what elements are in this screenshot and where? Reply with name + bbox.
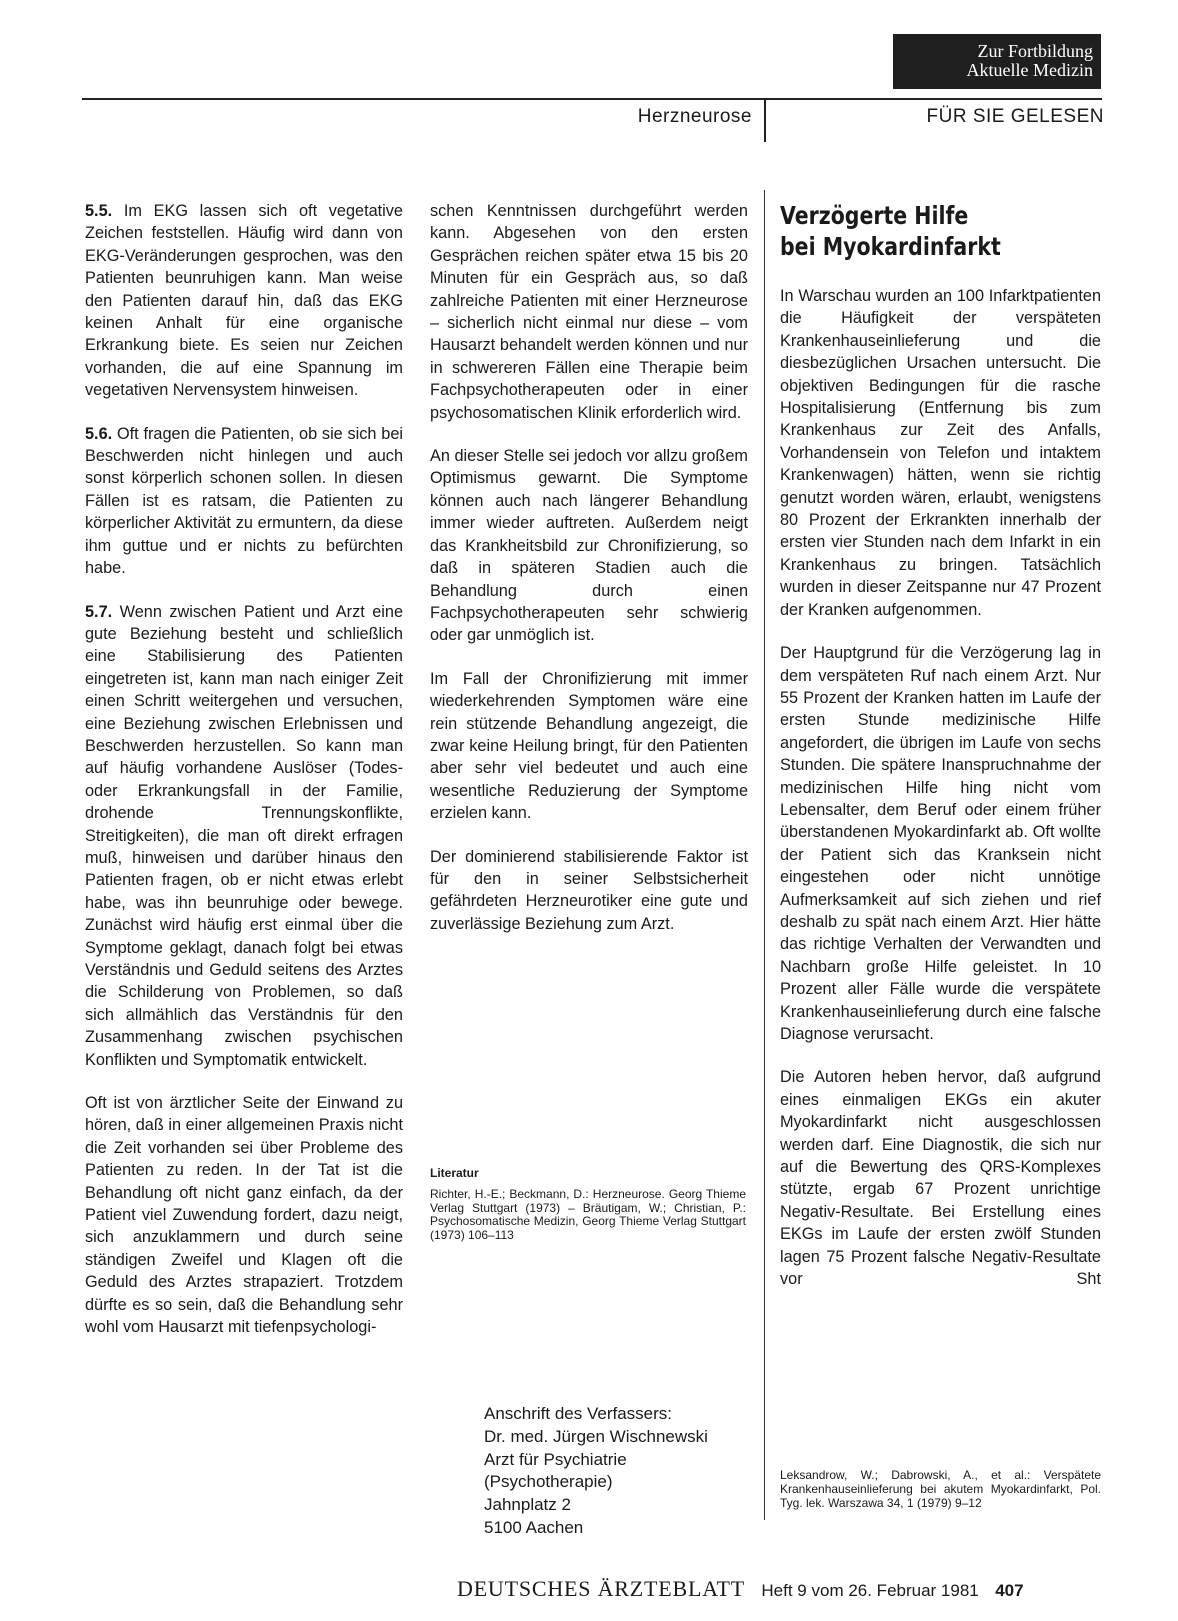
column-1 (85, 200, 403, 1360)
column-divider (764, 190, 765, 1520)
paragraph: schen Kenntnissen durchgeführt werden kann. Abgesehen von den ersten Gesprächen reichen später etwa 15 bis 20 Minuten für ein Gespräch aus, so daß zahlreiche Patienten mit einer Herzneurose – sicherlich nicht einmal nur diese – vom Hausarzt behandelt werden können und nur in schwereren Fällen eine Therapie beim Fachpsychotherapeuten oder in einer psychosomatischen Klinik erforderlich wird. (430, 202, 748, 422)
reference-text: Leksandrow, W.; Dabrowski, A., et al.: Verspätete Krankenhauseinlieferung bei akutem Myokardinfarkt, Pol. Tyg. lek. Warszawa 34, 1 (1979) 9–12 (780, 1468, 1101, 1510)
paragraph-number: 5.6. (85, 424, 113, 443)
category-label-line2: Aktuelle Medizin (966, 60, 1093, 80)
address-line: Jahnplatz 2 (484, 1495, 571, 1515)
paragraph-text: Die Autoren heben hervor, daß aufgrund eines einmaligen EKGs ein akuter Myokardinfarkt nicht ausgeschlossen werden darf. Eine Diagnostik, die sich nur auf die Bewertung des QRS-Komplexes stützte, ergab 67 Prozent unrichtige Negativ-Resultate. Bei Erstellung eines EKGs im Laufe der ersten zwölf Stunden lagen 75 Prozent falsche Negativ-Resultate vor (780, 1068, 1101, 1289)
article-headline (780, 200, 1042, 262)
page-number: 407 (995, 1581, 1024, 1600)
paragraph: In Warschau wurden an 100 Infarktpatienten die Häufigkeit der verspäteten Krankenhauseinlieferung und die diesbezüglichen Ursachen untersucht. Die objektiven Bedingungen für die rasche Hospitalisierung (Entfernung bis zum Krankenhaus zur Zeit des Anfalls, Vorhandensein von Telefon und intaktem Krankenwagen) hätten, wenn sie richtig genutzt worden wären, erlaubt, wenigstens 80 Prozent der Erkrankten innerhalb der ersten vier Stunden nach dem Infarkt in ein Krankenhaus zu bringen. Tatsächlich wurden in dieser Zeitspanne nur 47 Prozent der Kranken aufgenommen. (780, 287, 1101, 619)
page-footer (457, 1576, 1024, 1602)
address-line: Arzt für Psychiatrie (484, 1449, 627, 1469)
author-signature: Sht (1076, 1270, 1101, 1289)
paragraph-text: Oft fragen die Patienten, ob sie sich bei Beschwerden nicht hinlegen und auch sonst körperlich schonen sollen. In diesen Fällen ist es ratsam, die Patienten zu körperlicher Aktivität zu ermuntern, da diese ihm guttue und er nichts zu befürchten habe. (85, 424, 403, 578)
address-line: Anschrift des Verfassers: (484, 1404, 673, 1423)
column-2 (430, 200, 748, 956)
paragraph: Der Hauptgrund für die Verzögerung lag in dem verspäteten Ruf nach einem Arzt. Nur 55 Prozent der Kranken hatten im Laufe der ersten Stunde medizinische Hilfe angefordert, die übrigen im Laufe von sechs Stunden. Die spätere Inanspruchnahme der medizinischen Hilfe hing nicht vom Lebensalter, dem Beruf oder einem früher überstandenen Myokardinfarkt ab. Oft wollte der Patient sich das Kranksein nicht eingestehen oder nicht unnötige Aufmerksamkeit auf sich ziehen und rief deshalb zu spät nach einem Arzt. Hier hätte das richtige Verhalten der Verwandten und Nachbarn große Hilfe geleistet. In 10 Prozent aller Fälle wurde die verspätete Krankenhauseinlieferung durch eine falsche Diagnose verursacht. (780, 644, 1101, 1043)
literature-heading: Literatur (430, 1166, 479, 1180)
author-address (484, 1403, 708, 1540)
headline-line2: bei Myokardinfarkt (780, 232, 1001, 261)
paragraph-number: 5.7. (85, 602, 113, 621)
category-label (893, 34, 1101, 89)
paragraph: Im Fall der Chronifizierung mit immer wiederkehrenden Symptomen wäre eine rein stützende Behandlung angezeigt, die zwar keine Heilung bringt, für den Patienten aber sehr viel bedeutet und auch eine wesentliche Reduzierung der Symptome erzielen kann. (430, 669, 748, 823)
headline-line1: Verzögerte Hilfe (780, 201, 969, 230)
category-label-line1: Zur Fortbildung (977, 41, 1093, 61)
paragraph (85, 200, 403, 402)
paragraph-number: 5.5. (85, 202, 113, 220)
paragraph (780, 1066, 1101, 1290)
section-title-left: Herzneurose (637, 106, 752, 127)
literature-text: Richter, H.-E.; Beckmann, D.: Herzneurose. Georg Thieme Verlag Stuttgart (1973) – Bräutigam, W.; Christian, P.: Psychosomatische Medizin, Georg Thieme Verlag Stuttgart (1973) 106–113 (430, 1187, 746, 1242)
section-title-right: FÜR SIE GELESEN (926, 106, 1104, 127)
paragraph-text: Wenn zwischen Patient und Arzt eine gute Beziehung besteht und schließlich eine Stabilisierung des Patienten eingetreten ist, kann man nach einiger Zeit einen Schritt weitergehen und versuchen, eine Beziehung zwischen Erlebnissen und Beschwerden herzustellen. So kann man auf häufig vorhandene Auslöser (Todes- oder Erkrankungsfall in der Familie, drohende Trennungskonflikte, Streitigkeiten), die man oft direkt erfragen muß, hinweisen und darüber hinaus den Patienten fragen, ob er nicht etwas erlebt habe, was ihn beunruhige oder bewege. Zunächst wird häufig erst einmal über die Symptome geklagt, danach folgt bei etwas Verständnis und Geduld seitens des Arztes die Schilderung von Problemen, so daß sich allmählich das Verständnis für den Zusammenhang zwischen psychischen Konflikten und Symptomatik entwickelt. (85, 602, 403, 1069)
paragraph (85, 601, 403, 1072)
header-divider (764, 98, 766, 142)
paragraph: Der dominierend stabilisierende Faktor ist für den in seiner Selbstsicherheit gefährdeten Herzneurotiker eine gute und zuverlässige Beziehung zum Arzt. (430, 847, 748, 933)
address-line: (Psychotherapie) (484, 1472, 613, 1492)
column-3 (780, 285, 1101, 1311)
paragraph: Oft ist von ärztlicher Seite der Einwand zu hören, daß in einer allgemeinen Praxis nicht die Zeit vorhanden sei über Probleme des Patienten zu reden. In der Tat ist die Behandlung oft nicht ganz einfach, da der Patient viel Zuwendung fordert, dazu neigt, sich anzuklammern und durch seine ständigen Zweifel und Klagen oft die Geduld des Arztes strapaziert. Trotzdem dürfte es so sein, daß die Behandlung sehr wohl vom Hausarzt mit tiefenpsychologi- (85, 1094, 403, 1337)
header-rule (82, 98, 1102, 100)
address-line: 5100 Aachen (484, 1517, 584, 1537)
journal-name: DEUTSCHES ÄRZTEBLATT (457, 1576, 745, 1601)
paragraph (85, 423, 403, 580)
paragraph-text: Im EKG lassen sich oft vegetative Zeichen feststellen. Häufig wird dann von EKG-Veränderungen gesprochen, was den Patienten beunruhigen kann. Man weise den Patienten darauf hin, daß das EKG keinen Anhalt für eine organische Erkrankung biete. Es seien nur Zeichen vorhanden, die auf eine Spannung im vegetativen Nervensystem hinweisen. (85, 202, 403, 400)
issue-info: Heft 9 vom 26. Februar 1981 (761, 1581, 979, 1600)
paragraph: An dieser Stelle sei jedoch vor allzu großem Optimismus gewarnt. Die Symptome können auch nach längerer Behandlung immer wieder auftreten. Außerdem neigt das Krankheitsbild zur Chronifizierung, so daß in späteren Stadien auch die Behandlung durch einen Fachpsychotherapeuten sehr schwierig oder gar unmöglich ist. (430, 447, 748, 645)
address-line: Dr. med. Jürgen Wischnewski (484, 1426, 708, 1446)
